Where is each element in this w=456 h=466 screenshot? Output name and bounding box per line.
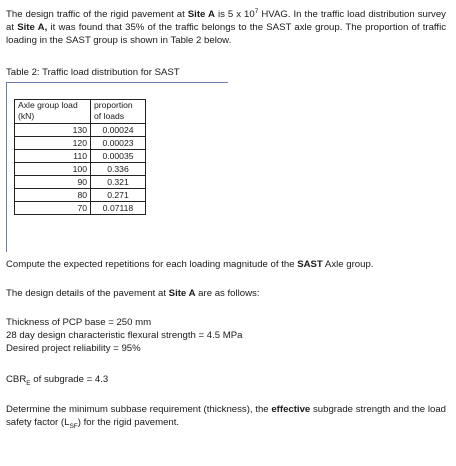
axle-load-cell: 100	[15, 163, 91, 176]
intro-text: is 5 x 10	[214, 9, 255, 20]
instruction-text: ) for the rigid pavement.	[77, 417, 180, 428]
table-row	[15, 202, 146, 215]
effective-word: effective	[271, 404, 311, 415]
intro-text: The design traffic of the rigid pavement at	[6, 9, 188, 20]
compute-instruction	[6, 258, 446, 271]
axle-load-cell: 110	[15, 150, 91, 163]
cbr-line	[6, 373, 446, 386]
table-row	[15, 189, 146, 202]
intro-text: HVAG. In the traffic load distribution survey at	[6, 9, 446, 33]
table-header-row	[15, 100, 146, 124]
table-caption: Table 2: Traffic load distribution for SAST	[6, 67, 180, 78]
table-row	[15, 150, 146, 163]
detail-line-thickness: Thickness of PCP base = 250 mm	[6, 317, 152, 328]
table-frame-left	[6, 82, 7, 252]
site-name: Site A	[168, 288, 196, 299]
table-row	[15, 124, 146, 137]
determine-instruction	[6, 403, 446, 429]
detail-line-reliability: Desired project reliability = 95%	[6, 343, 141, 354]
proportion-cell: 0.321	[91, 176, 146, 189]
axle-load-cell: 80	[15, 189, 91, 202]
lsf-subscript: SF	[69, 422, 78, 430]
proportion-cell: 0.00035	[91, 150, 146, 163]
cbr-value: of subgrade = 4.3	[30, 374, 109, 385]
intro-text: are as follows:	[195, 288, 260, 299]
proportion-cell: 0.00024	[91, 124, 146, 137]
detail-line-flexural-strength: 28 day design characteristic flexural strength = 4.5 MPa	[6, 330, 243, 341]
traffic-load-table	[14, 99, 146, 215]
table-row	[15, 176, 146, 189]
exponent: 7	[254, 7, 259, 15]
site-name: Site A,	[17, 22, 48, 33]
caption-rule	[6, 82, 228, 83]
proportion-cell: 0.07118	[91, 202, 146, 215]
axle-load-cell: 120	[15, 137, 91, 150]
intro-text: The design details of the pavement at	[6, 288, 169, 299]
design-details-intro	[6, 287, 446, 300]
axle-group-name: SAST	[297, 259, 323, 270]
axle-load-cell: 70	[15, 202, 91, 215]
cbr-subscript: E	[26, 379, 31, 387]
instruction-text: subgrade strength and the load safety factor (L	[6, 404, 446, 428]
axle-load-cell: 90	[15, 176, 91, 189]
instruction-text: Compute the expected repetitions for each loading magnitude of the	[6, 259, 298, 270]
column-header-proportion: proportion of loads	[91, 100, 146, 124]
table-row	[15, 137, 146, 150]
instruction-text: Determine the minimum subbase requirement (thickness), the	[6, 404, 272, 415]
proportion-cell: 0.00023	[91, 137, 146, 150]
table-row	[15, 163, 146, 176]
site-name: Site A	[187, 9, 215, 20]
proportion-cell: 0.271	[91, 189, 146, 202]
axle-load-cell: 130	[15, 124, 91, 137]
column-header-axle-load: Axle group load (kN)	[15, 100, 91, 124]
document-page	[6, 7, 447, 430]
intro-paragraph	[6, 8, 446, 47]
proportion-cell: 0.336	[91, 163, 146, 176]
cbr-label: CBR	[6, 374, 27, 385]
instruction-text: Axle group.	[322, 259, 374, 270]
design-details-list	[6, 316, 446, 355]
intro-text: it was found that 35% of the traffic belongs to the SAST axle group. The proportion of traffic loading in the SAST group is shown in Table 2 below.	[6, 22, 447, 46]
